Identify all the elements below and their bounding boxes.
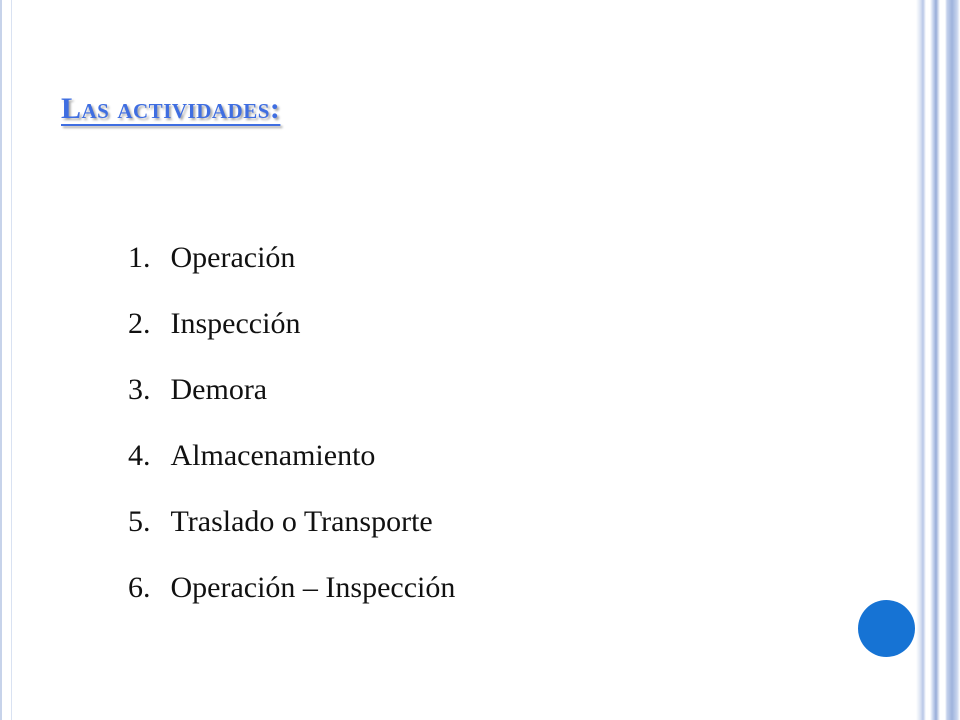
list-item-number: 6. [128, 571, 151, 604]
left-edge-decoration [0, 0, 12, 720]
list-item-label: Operación [170, 241, 296, 274]
list-item-number: 3. [128, 373, 151, 406]
slide-title: Las actividades: [61, 92, 281, 125]
list-item-label: Demora [170, 373, 268, 406]
list-item-label: Inspección [170, 307, 301, 340]
list-item-number: 4. [128, 439, 151, 472]
activities-list [128, 225, 455, 621]
list-item-number: 5. [128, 505, 151, 538]
list-item-number: 1. [128, 241, 151, 274]
list-item-label: Operación – Inspección [170, 571, 456, 604]
list-item [128, 489, 455, 555]
list-item [128, 225, 455, 291]
right-edge-decoration [916, 0, 960, 720]
list-item-label: Traslado o Transporte [170, 505, 433, 538]
list-item [128, 357, 455, 423]
list-item-number: 2. [128, 307, 151, 340]
list-item [128, 291, 455, 357]
list-item [128, 555, 455, 621]
list-item [128, 423, 455, 489]
decorative-dot [858, 600, 915, 657]
list-item-label: Almacenamiento [170, 439, 376, 472]
